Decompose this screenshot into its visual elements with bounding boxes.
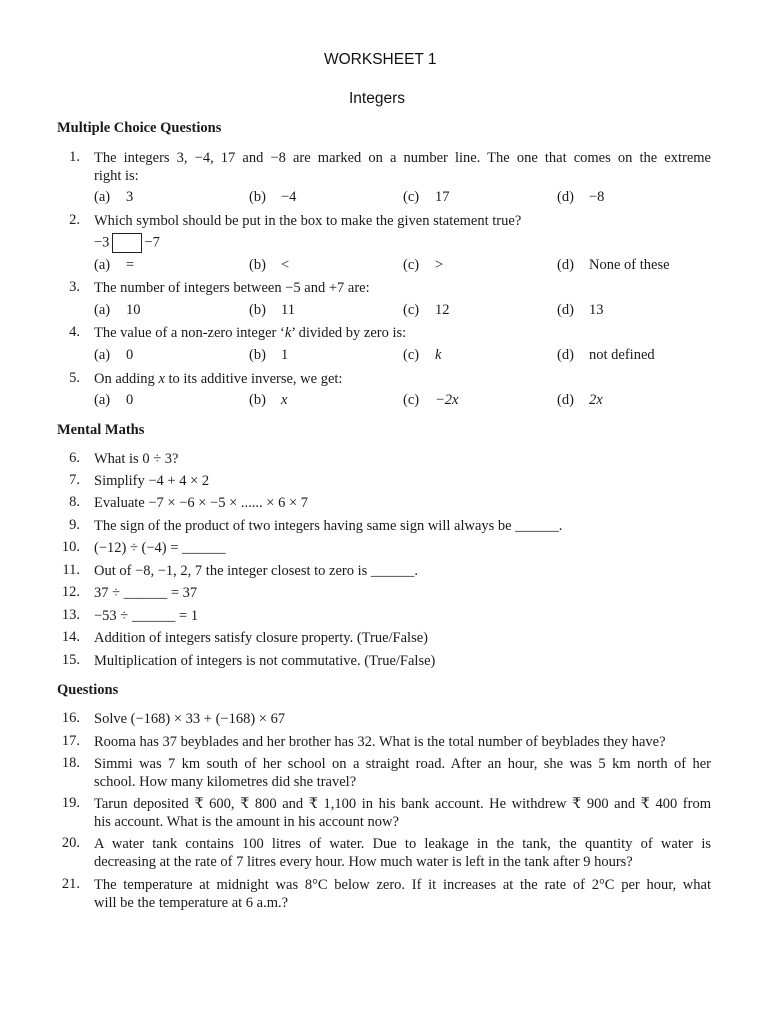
- option-text: −8: [589, 189, 605, 205]
- option-text: 1: [281, 347, 289, 363]
- question-text: The sign of the product of two integers having same sign will always be ______.: [94, 518, 563, 534]
- option-text: 3: [126, 189, 134, 205]
- option-label: (c): [403, 257, 420, 273]
- option-a: [94, 347, 133, 364]
- option-b: [249, 302, 295, 319]
- question-number: 5.: [69, 370, 80, 386]
- question-text-line: The integers 3, −4, 17 and −8 are marked on a number line. The one that comes on the extreme: [94, 150, 711, 166]
- question-text: Multiplication of integers is not commutative. (True/False): [94, 653, 436, 669]
- question-text-line: his account. What is the amount in his account now?: [94, 814, 399, 830]
- option-text: 13: [589, 302, 604, 318]
- question-text: Out of −8, −1, 2, 7 the integer closest to zero is ______.: [94, 563, 419, 579]
- option-c: [403, 302, 450, 319]
- question-text-line: decreasing at the rate of 7 litres every hour. How much water is left in the tank after 9 hours?: [94, 854, 633, 870]
- option-label: (d): [557, 257, 574, 273]
- option-label: (b): [249, 257, 266, 273]
- question-text: [94, 876, 711, 912]
- option-d: [557, 392, 603, 409]
- variable-x: x: [158, 371, 165, 387]
- question-number: 14.: [61, 629, 80, 645]
- option-label: (b): [249, 347, 266, 363]
- section-heading-questions: Questions: [57, 682, 119, 698]
- question-text-line: school. How many kilometres did she travel?: [94, 774, 357, 790]
- option-label: (c): [403, 347, 420, 363]
- option-label: (d): [557, 392, 574, 408]
- question-text: Which symbol should be put in the box to make the given statement true?: [94, 213, 522, 229]
- question-number: 10.: [61, 539, 80, 555]
- option-label: (a): [94, 392, 111, 408]
- option-text: −4: [281, 189, 297, 205]
- question-text: [94, 795, 711, 831]
- option-text: 11: [281, 302, 295, 318]
- question-text: (−12) ÷ (−4) = ______: [94, 540, 226, 556]
- question-number: 20.: [61, 835, 80, 851]
- question-text-line: Simmi was 7 km south of her school on a straight road. After an hour, she was 5 km north of her: [94, 756, 711, 772]
- question-text: Solve (−168) × 33 + (−168) × 67: [94, 711, 286, 727]
- option-b: [249, 257, 289, 274]
- question-text: [94, 755, 711, 791]
- option-label: (d): [557, 302, 574, 318]
- question-number: 1.: [69, 149, 80, 165]
- option-label: (c): [403, 189, 420, 205]
- question-text: [94, 149, 711, 185]
- option-label: (d): [557, 189, 574, 205]
- option-text: 10: [126, 302, 141, 318]
- question-text: Addition of integers satisfy closure property. (True/False): [94, 630, 428, 646]
- option-text: 0: [126, 347, 134, 363]
- option-c: [403, 347, 441, 364]
- option-label: (c): [403, 302, 420, 318]
- question-text: Simplify −4 + 4 × 2: [94, 473, 210, 489]
- option-d: [557, 302, 604, 319]
- option-c: [403, 257, 443, 274]
- option-b: [249, 347, 288, 364]
- worksheet-title: WORKSHEET 1: [324, 51, 437, 68]
- question-number: 16.: [61, 710, 80, 726]
- expression-left: −3: [94, 234, 110, 251]
- question-number: 7.: [69, 472, 80, 488]
- option-d: [557, 347, 655, 364]
- question-number: 13.: [61, 607, 80, 623]
- option-text: 2x: [589, 392, 603, 408]
- option-text: x: [281, 392, 288, 408]
- option-label: (c): [403, 392, 420, 408]
- option-text: 12: [435, 302, 450, 318]
- question-text: [94, 324, 406, 342]
- question-text: −53 ÷ ______ = 1: [94, 608, 199, 624]
- question-text-line: Tarun deposited ₹ 600, ₹ 800 and ₹ 1,100 in his bank account. He withdrew ₹ 900 and ₹ 400 from: [94, 796, 711, 812]
- question-text-part: to its additive inverse, we get:: [164, 371, 343, 387]
- option-a: [94, 392, 133, 409]
- option-text: k: [435, 347, 442, 363]
- section-heading-mcq: Multiple Choice Questions: [57, 120, 222, 136]
- question-text-part: On adding: [94, 371, 159, 387]
- question-number: 6.: [69, 450, 80, 466]
- question-number: 15.: [61, 652, 80, 668]
- question-text-part: ’ divided by zero is:: [291, 325, 407, 341]
- option-text: −2x: [435, 392, 459, 408]
- option-label: (a): [94, 189, 111, 205]
- question-number: 12.: [61, 584, 80, 600]
- question-text: Evaluate −7 × −6 × −5 × ...... × 6 × 7: [94, 495, 309, 511]
- option-text: >: [435, 257, 444, 273]
- question-number: 4.: [69, 324, 80, 340]
- option-d: [557, 257, 670, 274]
- option-text: <: [281, 257, 290, 273]
- question-number: 19.: [61, 795, 80, 811]
- question-number: 11.: [62, 562, 80, 578]
- question-number: 2.: [69, 212, 80, 228]
- option-label: (d): [557, 347, 574, 363]
- option-text: not defined: [589, 347, 655, 363]
- option-label: (b): [249, 392, 266, 408]
- question-text: Rooma has 37 beyblades and her brother has 32. What is the total number of beyblades they have?: [94, 734, 666, 750]
- question-text: [94, 370, 342, 388]
- section-heading-mental-maths: Mental Maths: [57, 422, 145, 438]
- question-text-line: The temperature at midnight was 8°C below zero. If it increases at the rate of 2°C per hour, what: [94, 877, 711, 893]
- question-number: 8.: [69, 494, 80, 510]
- question-text: The number of integers between −5 and +7 are:: [94, 280, 370, 296]
- option-label: (a): [94, 257, 111, 273]
- option-text: =: [126, 257, 135, 273]
- variable-k: k: [284, 325, 292, 341]
- option-d: [557, 189, 604, 206]
- question-number: 18.: [61, 755, 80, 771]
- option-label: (b): [249, 189, 266, 205]
- answer-box: [112, 233, 142, 253]
- question-text-line: will be the temperature at 6 a.m.?: [94, 895, 289, 911]
- question-number: 17.: [61, 733, 80, 749]
- option-label: (a): [94, 347, 111, 363]
- question-number: 21.: [61, 876, 80, 892]
- option-c: [403, 392, 458, 409]
- option-label: (b): [249, 302, 266, 318]
- option-label: (a): [94, 302, 111, 318]
- option-a: [94, 257, 134, 274]
- question-text-line: right is:: [94, 168, 139, 184]
- worksheet-subtitle: Integers: [349, 90, 406, 107]
- option-text: None of these: [589, 257, 670, 273]
- question-text: [94, 835, 711, 871]
- option-text: 17: [435, 189, 450, 205]
- question-text-part: The value of a non-zero integer ‘: [94, 325, 285, 341]
- question-text: 37 ÷ ______ = 37: [94, 585, 198, 601]
- question-number: 9.: [69, 517, 80, 533]
- question-text: What is 0 ÷ 3?: [94, 451, 179, 467]
- expression-right: −7: [144, 234, 160, 251]
- option-b: [249, 392, 287, 409]
- option-a: [94, 189, 133, 206]
- option-c: [403, 189, 450, 206]
- option-b: [249, 189, 296, 206]
- option-text: 0: [126, 392, 134, 408]
- question-number: 3.: [69, 279, 80, 295]
- question-text-line: A water tank contains 100 litres of water. Due to leakage in the tank, the quantity of water is: [94, 836, 711, 852]
- comparison-expression: [94, 233, 160, 253]
- option-a: [94, 302, 141, 319]
